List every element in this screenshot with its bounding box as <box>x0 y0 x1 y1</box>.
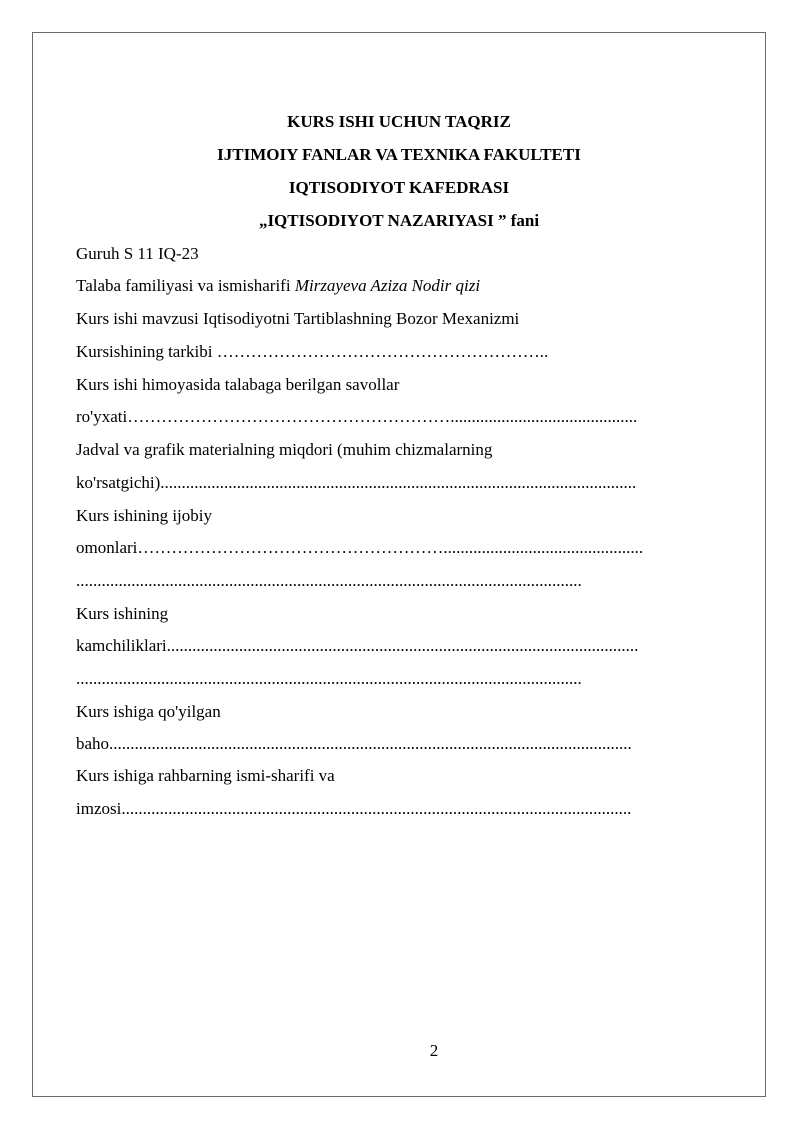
title-department: IQTISODIYOT KAFEDRASI <box>288 178 510 197</box>
questions-label: Kurs ishi himoyasida talabaga berilgan savollar <box>76 375 400 394</box>
title-subject: „IQTISODIYOT NAZARIYASI ” fani <box>258 211 540 230</box>
positives-label: Kurs ishining ijobiy <box>76 506 213 525</box>
grade-label: Kurs ishiga qo'yilgan <box>76 702 221 721</box>
grade-field: baho........................................................................................................................... <box>76 734 632 753</box>
positives-field: omonlari………………………………………………............................................... <box>76 538 644 557</box>
materials-label: Jadval va grafik materialning miqdori (muhim chizmalarning <box>76 440 493 459</box>
positives-field-extra: ....................................................................................................................... <box>76 571 582 590</box>
materials-field: ko'rsatgichi)................................................................................................................ <box>76 473 637 492</box>
page-number: 2 <box>429 1041 439 1060</box>
student-line <box>76 276 480 296</box>
contents-line: Kursishining tarkibi ………………………………………………….. <box>76 342 549 361</box>
shortcomings-label: Kurs ishining <box>76 604 169 623</box>
shortcomings-field: kamchiliklari............................................................................................................... <box>76 636 639 655</box>
supervisor-field: imzosi........................................................................................................................ <box>76 799 632 818</box>
questions-field: ro'yxati…………………………………………………............................................ <box>76 407 638 426</box>
shortcomings-field-extra: ....................................................................................................................... <box>76 669 582 688</box>
student-name: Mirzayeva Aziza Nodir qizi <box>294 276 481 295</box>
group-line: Guruh S 11 IQ-23 <box>76 244 199 263</box>
supervisor-label: Kurs ishiga rahbarning ismi-sharifi va <box>76 766 335 785</box>
topic-line: Kurs ishi mavzusi Iqtisodiyotni Tartiblashning Bozor Mexanizmi <box>76 309 520 328</box>
title-faculty: IJTIMOIY FANLAR VA TEXNIKA FAKULTETI <box>217 145 581 164</box>
title-review: KURS ISHI UCHUN TAQRIZ <box>287 112 511 131</box>
student-label: Talaba familiyasi va ismisharifi <box>76 276 295 295</box>
